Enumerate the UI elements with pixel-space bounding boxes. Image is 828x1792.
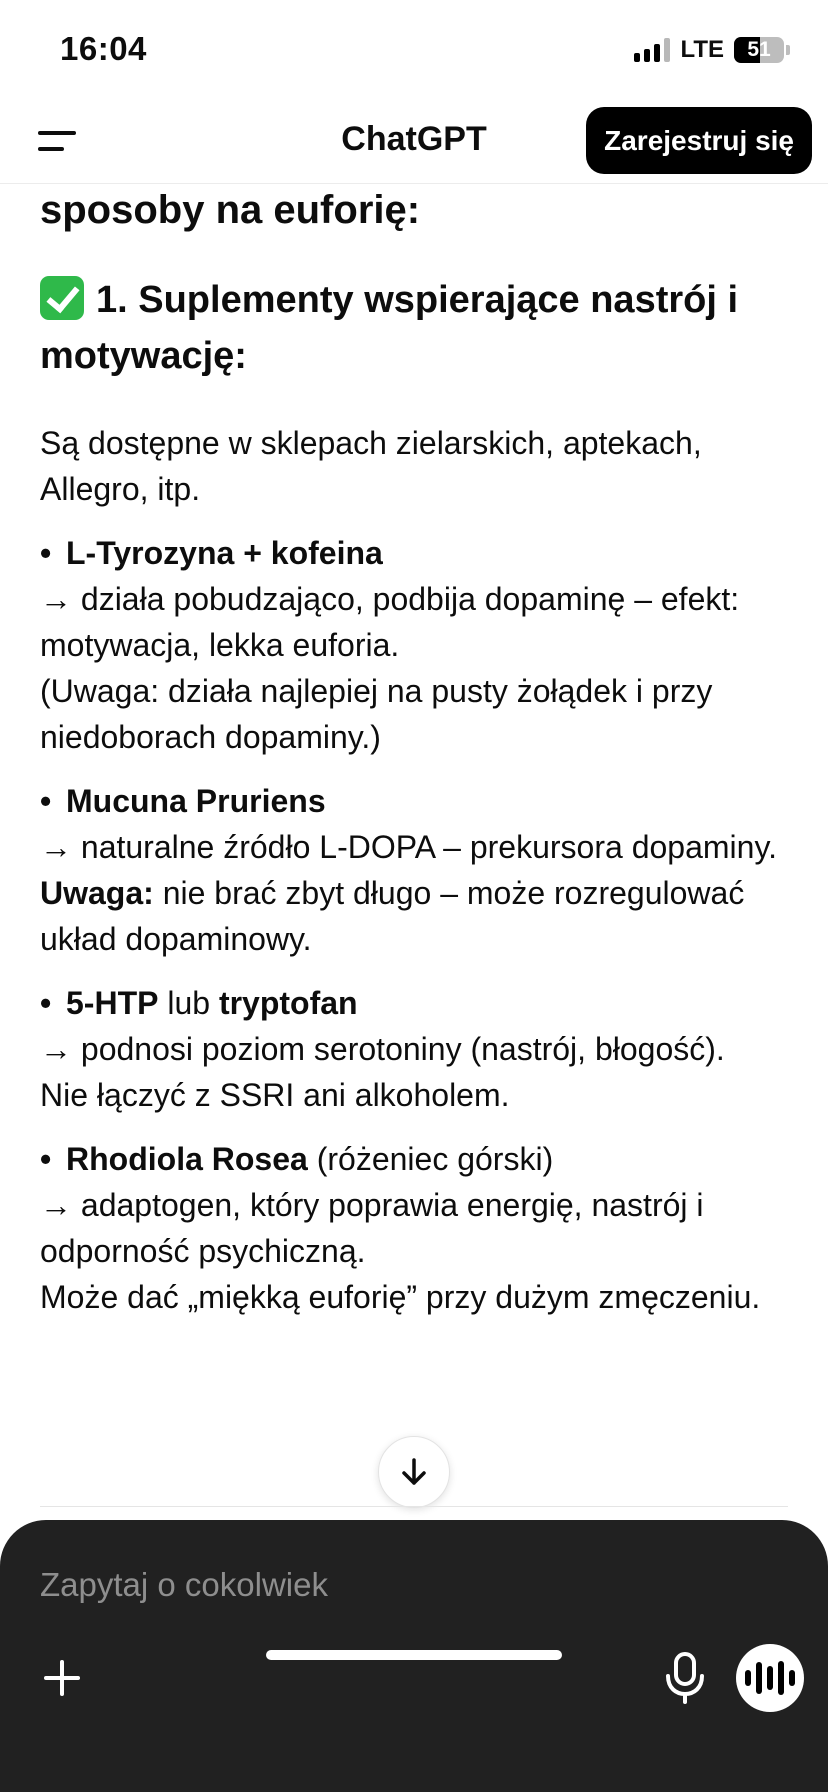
- status-indicators: [634, 36, 790, 64]
- item-subtitle: (różeniec górski): [307, 1141, 554, 1177]
- bullet-icon: •: [40, 985, 52, 1021]
- voice-mode-button[interactable]: [736, 1644, 804, 1712]
- home-indicator: [266, 1650, 562, 1660]
- item-text: → naturalne źródło L-DOPA – prekursora dopaminy.: [40, 829, 777, 865]
- item-connector: lub: [158, 985, 219, 1021]
- prompt-input[interactable]: [40, 1560, 740, 1610]
- status-bar: [0, 0, 828, 100]
- item-text: → działa pobudzająco, podbija dopaminę – efekt: motywacja, lekka euforia.: [40, 581, 740, 663]
- battery-cap: [786, 45, 790, 55]
- section-heading: [40, 272, 800, 384]
- item-text: → adaptogen, który poprawia energię, nastrój i odporność psychiczną.: [40, 1187, 704, 1269]
- battery-icon: [734, 37, 784, 63]
- item-title: 5-HTP: [66, 985, 159, 1021]
- item-title: Mucuna Pruriens: [66, 783, 326, 819]
- battery-level: 51: [747, 38, 771, 61]
- arrow-down-icon: [397, 1455, 431, 1489]
- composer: [0, 1520, 828, 1792]
- bullet-icon: •: [40, 783, 52, 819]
- section-title: 1. Suplementy wspierające nastrój i motywację:: [40, 279, 739, 377]
- intro-paragraph: Są dostępne w sklepach zielarskich, aptekach, Allegro, itp.: [40, 425, 702, 507]
- list-item: [40, 778, 800, 962]
- menu-icon[interactable]: [38, 126, 82, 156]
- item-text: → podnosi poziom serotoniny (nastrój, błogość).: [40, 1031, 725, 1067]
- app-title: ChatGPT: [341, 120, 487, 158]
- status-time: 16:04: [60, 30, 147, 67]
- microphone-icon[interactable]: [660, 1650, 710, 1706]
- signup-button[interactable]: Zarejestruj się: [586, 107, 812, 174]
- list-item: [40, 530, 800, 760]
- item-text: Nie łączyć z SSRI ani alkoholem.: [40, 1077, 510, 1113]
- item-text: Może dać „miękką euforię” przy dużym zmęczeniu.: [40, 1279, 761, 1315]
- bullet-icon: •: [40, 1141, 52, 1177]
- item-title: tryptofan: [218, 985, 358, 1021]
- item-text: (Uwaga: działa najlepiej na pusty żołądek i przy niedoborach dopaminy.): [40, 673, 713, 755]
- assistant-message: [40, 184, 800, 1320]
- app-header: [0, 100, 828, 184]
- bullet-icon: •: [40, 535, 52, 571]
- warning-label: Uwaga:: [40, 875, 154, 911]
- signal-strength-icon: [634, 38, 670, 62]
- plus-icon[interactable]: [38, 1654, 86, 1702]
- network-type: LTE: [680, 36, 724, 63]
- item-title: Rhodiola Rosea: [66, 1141, 308, 1177]
- divider: [40, 1506, 788, 1507]
- scroll-down-button[interactable]: [378, 1436, 450, 1508]
- message-heading: sposoby na euforię:: [40, 188, 421, 232]
- item-text: nie brać zbyt długo – może rozregulować układ dopaminowy.: [40, 875, 745, 957]
- list-item: [40, 1136, 800, 1320]
- item-title: L-Tyrozyna + kofeina: [66, 535, 383, 571]
- check-mark-icon: [40, 276, 84, 320]
- list-item: [40, 980, 800, 1118]
